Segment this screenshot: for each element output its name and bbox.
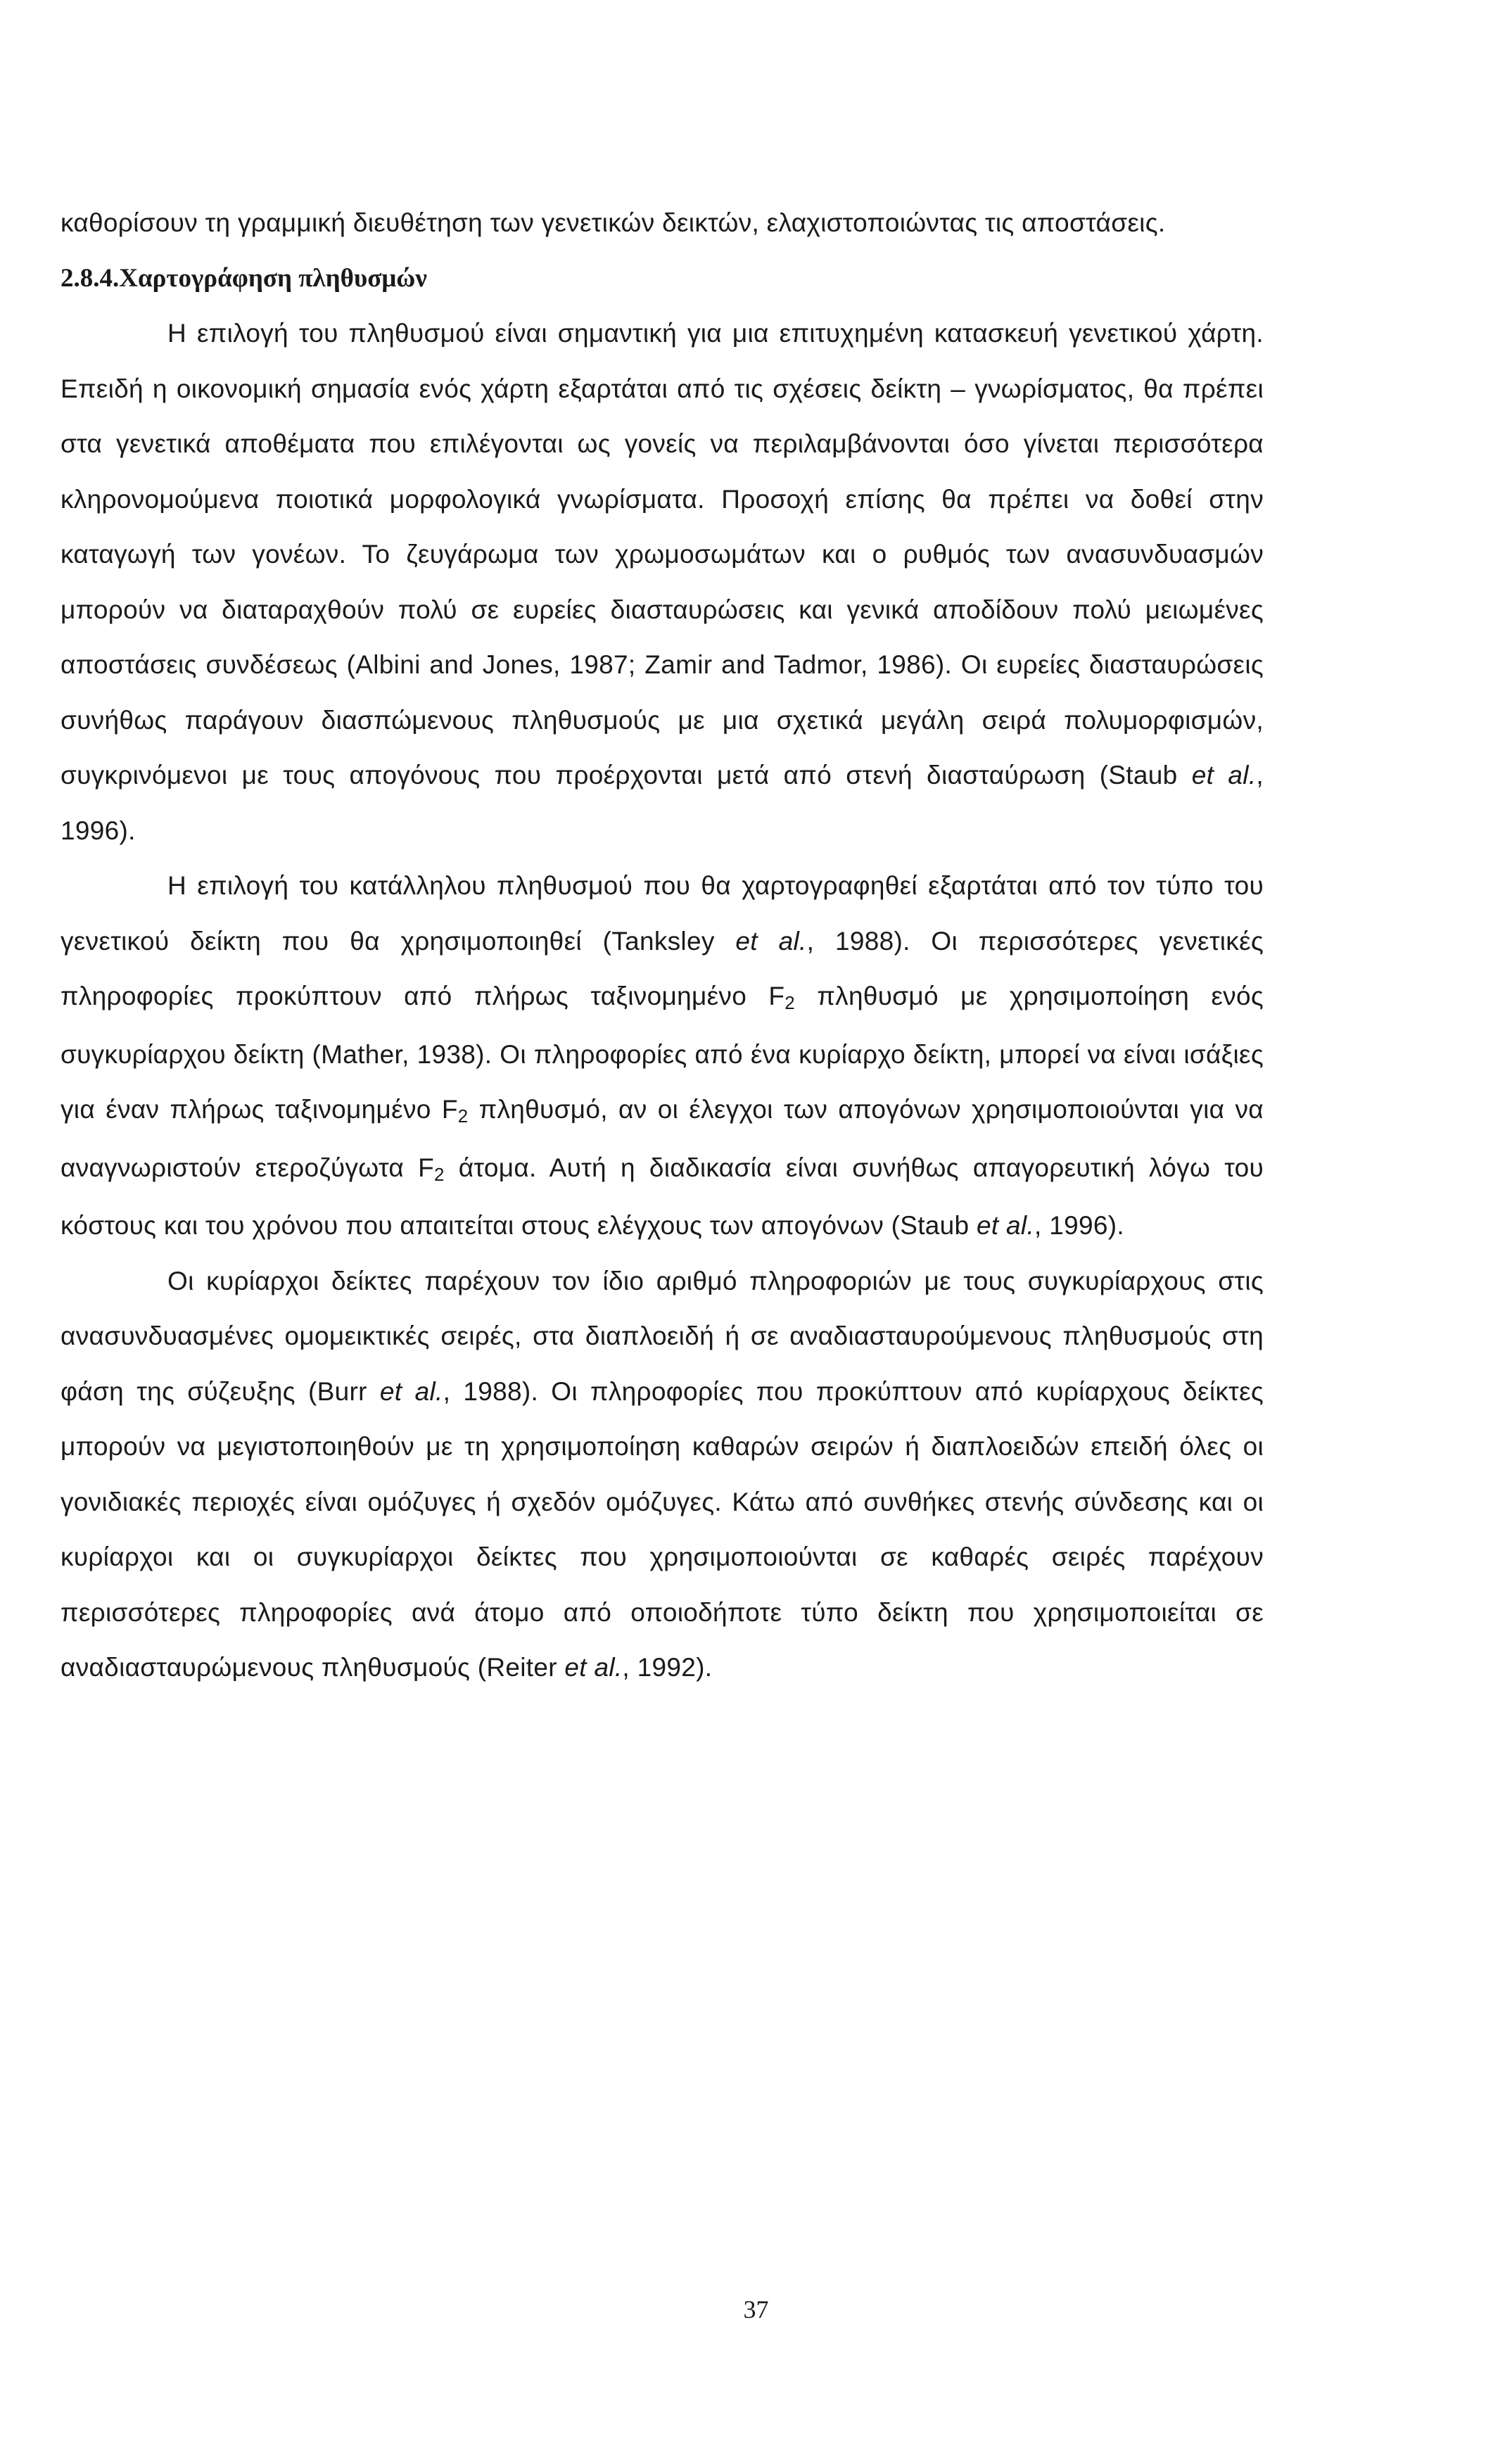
paragraph-text: , 1988). Οι πληροφορίες που προκύπτουν από κυρίαρχους δείκτες μπορούν να μεγιστοποιηθούν με τη χρησιμοποίηση καθαρών σειρών ή διαπλοειδών επειδή όλες οι γονιδιακές περιοχές είναι ομόζυγες ή σχεδόν ομόζυγες. Κάτω από συνθήκες στενής σύνδεσης και οι κυρίαρχοι και οι συγκυρίαρχοι δείκτες που χρησιμοποιούνται σε καθαρές σειρές παρέχουν περισσότερες πληροφορίες ανά άτομο από οποιοδήποτε τύπο δείκτη που χρησιμοποιείται σε αναδιασταυρώμενους πληθυσμούς (Reiter [61, 1376, 1264, 1682]
paragraph-text: Η επιλογή του πληθυσμού είναι σημαντική για μια επιτυχημένη κατασκευή γενετικού χάρτη. Επειδή η οικονομική σημασία ενός χάρτη εξαρτάται από τις σχέσεις δείκτη – γνωρίσματος, θα πρέπει στα γενετικά αποθέματα που επιλέγονται ως γονείς να περιλαμβάνονται όσο γίνεται περισσότερα κληρονομούμενα ποιοτικά μορφολογικά γνωρίσματα. Προσοχή επίσης θα πρέπει να δοθεί στην καταγωγή των γονέων. Το ζευγάρωμα των χρωμοσωμάτων και ο ρυθμός των ανασυνδυασμών μπορούν να διαταραχθούν πολύ σε ευρείες διασταυρώσεις και γενικά αποδίδουν πολύ μειωμένες αποστάσεις συνδέσεως (Albini and Jones, 1987; Zamir and Tadmor, 1986). Οι ευρείες διασταυρώσεις συνήθως παράγουν διασπώμενους πληθυσμούς με μια σχετικά μεγάλη σειρά πολυμορφισμών, συγκρινόμενοι με τους απογόνους που προέρχονται μετά από στενή διασταύρωση (Staub [61, 319, 1264, 790]
paragraph-text: , 1996). [61, 761, 1264, 845]
subscript-2: 2 [434, 1165, 445, 1185]
paragraph-text: άτομα. Αυτή η διαδικασία είναι συνήθως απαγορευτική λόγω του κόστους και του χρόνου που απαιτείται στους ελέγχους των απογόνων (Staub [61, 1153, 1264, 1240]
text-column [61, 196, 1264, 1696]
intro-paragraph: καθορίσουν τη γραμμική διευθέτηση των γενετικών δεικτών, ελαχιστοποιώντας τις αποστάσεις. [61, 208, 1166, 237]
paragraph-marker-type [61, 858, 1264, 1254]
citation-et-al: et al. [379, 1376, 443, 1406]
citation-et-al: et al. [735, 926, 807, 956]
citation-et-al: et al. [977, 1211, 1035, 1240]
paragraph-dominant-markers [61, 1254, 1264, 1696]
citation-et-al: et al. [564, 1653, 623, 1682]
paragraph-text: , 1988). Οι περισσότερες γενετικές πληροφορίες προκύπτουν από πλήρως ταξινομημένο F [61, 926, 1264, 1010]
paragraph-text: , 1992). [622, 1653, 713, 1682]
section-heading: 2.8.4.Χαρτογράφηση πληθυσμών [61, 263, 427, 293]
citation-et-al: et al. [1191, 761, 1257, 790]
paragraph-text: πληθυσμό, αν οι έλεγχοι των απογόνων χρησιμοποιούνται για να αναγνωριστούν ετεροζύγωτα F [61, 1095, 1264, 1182]
paragraph-population-choice [61, 306, 1264, 858]
subscript-2: 2 [457, 1107, 469, 1127]
paragraph-text: Η επιλογή του κατάλληλου πληθυσμού που θα χαρτογραφηθεί εξαρτάται από τον τύπο του γενετικού δείκτη που θα χρησιμοποιηθεί (Tanksley [61, 871, 1264, 956]
page-number: 37 [743, 2295, 769, 2323]
paragraph-text: Οι κυρίαρχοι δείκτες παρέχουν τον ίδιο αριθμό πληροφοριών με τους συγκυρίαρχους στις ανασυνδυασμένες ομομεικτικές σειρές, στα διαπλοειδή ή σε αναδιασταυρούμενους πληθυσμούς στη φάση της σύζευξης (Burr [61, 1266, 1264, 1406]
subscript-2: 2 [784, 994, 795, 1014]
paragraph-text: , 1996). [1034, 1211, 1124, 1240]
paragraph-text: πληθυσμό με χρησιμοποίηση ενός συγκυρίαρχου δείκτη (Mather, 1938). Οι πληροφορίες από ένα κυρίαρχο δείκτη, μπορεί να είναι ισάξιες για έναν πλήρως ταξινομημένο F [61, 982, 1264, 1124]
